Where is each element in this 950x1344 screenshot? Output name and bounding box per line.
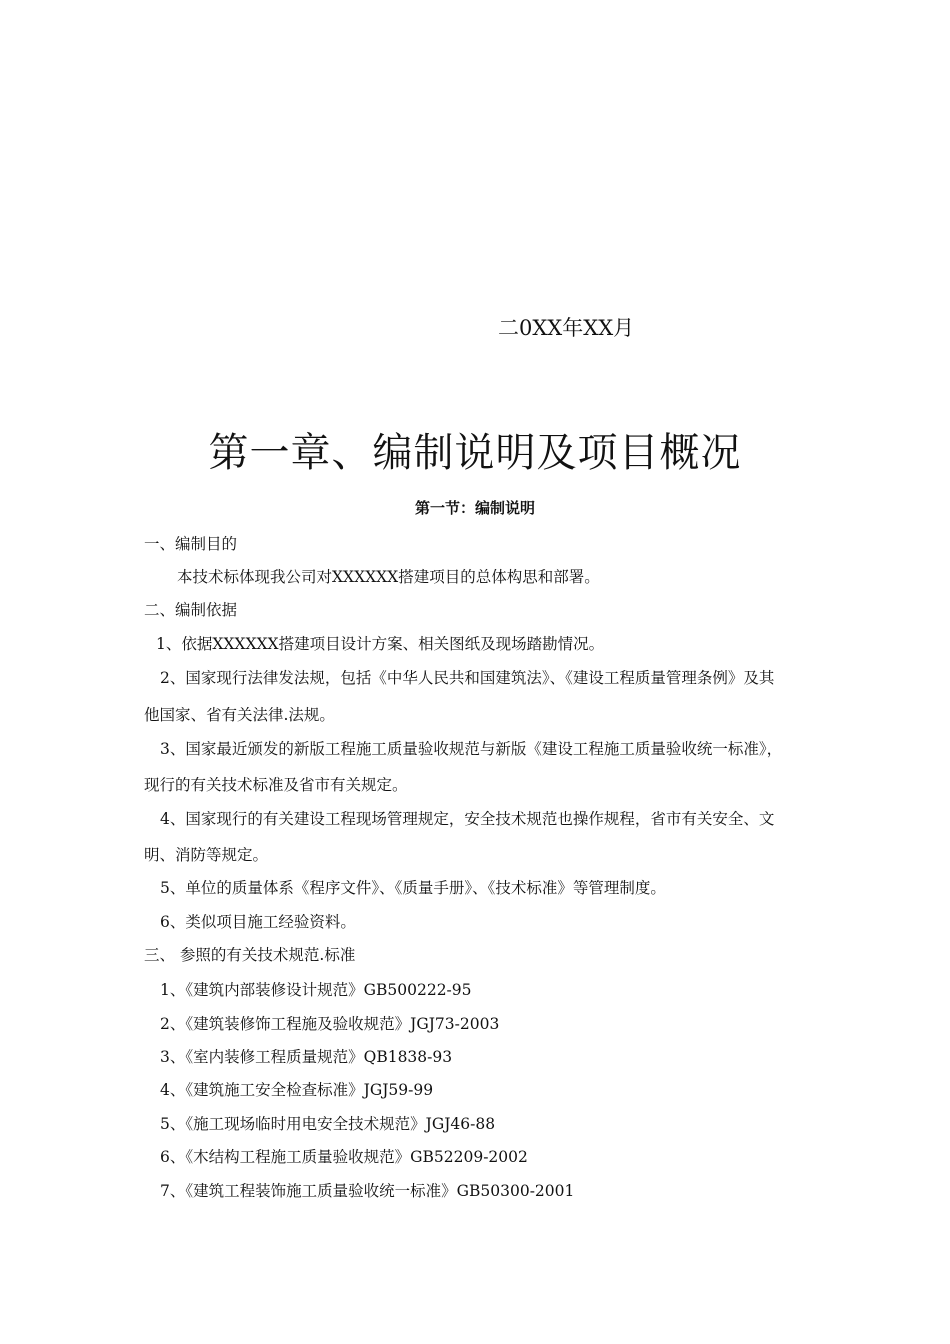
part2-item: 1、依据XXXXXX搭建项目设计方案、相关图纸及现场踏勘情况。 [156,635,605,653]
part2-item: 5、单位的质量体系《程序文件》、《质量手册》、《技术标准》等管理制度。 [160,879,666,897]
part2-heading: 二、编制依据 [144,601,238,619]
standard-item: 4、《建筑施工安全检查标准》JGJ59-99 [160,1081,434,1099]
part2-item: 4、国家现行的有关建设工程现场管理规定，安全技术规范也操作规程，省市有关安全、文 [160,810,775,828]
section-title: 第一节：编制说明 [414,499,535,517]
standard-item: 6、《木结构工程施工质量验收规范》GB52209-2002 [160,1148,528,1166]
part1-heading: 一、编制目的 [144,535,238,553]
part2-item: 6、类似项目施工经验资料。 [160,913,356,931]
standard-item: 7、《建筑工程装饰施工质量验收统一标准》GB50300-2001 [160,1182,575,1200]
standard-item: 5、《施工现场临时用电安全技术规范》JGJ46-88 [160,1115,496,1133]
part2-item: 2、国家现行法律发法规，包括《中华人民共和国建筑法》、《建设工程质量管理条例》及其 [160,669,775,687]
standard-item: 2、《建筑装修饰工程施及验收规范》JGJ73-2003 [160,1015,500,1033]
part2-item-continued: 现行的有关技术标准及省市有关规定。 [144,776,408,794]
date-line: 二0XX年XX月 [498,316,635,340]
chapter-title: 第一章、编制说明及项目概况 [208,430,742,476]
part2-item-continued: 明、消防等规定。 [144,846,269,864]
part2-item-continued: 他国家、省有关法律.法规。 [144,706,335,724]
part2-item: 3、国家最近颁发的新版工程施工质量验收规范与新版《建设工程施工质量验收统一标准》， [160,740,783,758]
part3-heading: 三、 参照的有关技术规范.标准 [144,946,356,964]
part1-body: 本技术标体现我公司对XXXXXX搭建项目的总体构思和部署。 [177,568,600,586]
standard-item: 3、《室内装修工程质量规范》QB1838-93 [160,1048,453,1066]
standard-item: 1、《建筑内部装修设计规范》GB500222-95 [160,981,472,999]
